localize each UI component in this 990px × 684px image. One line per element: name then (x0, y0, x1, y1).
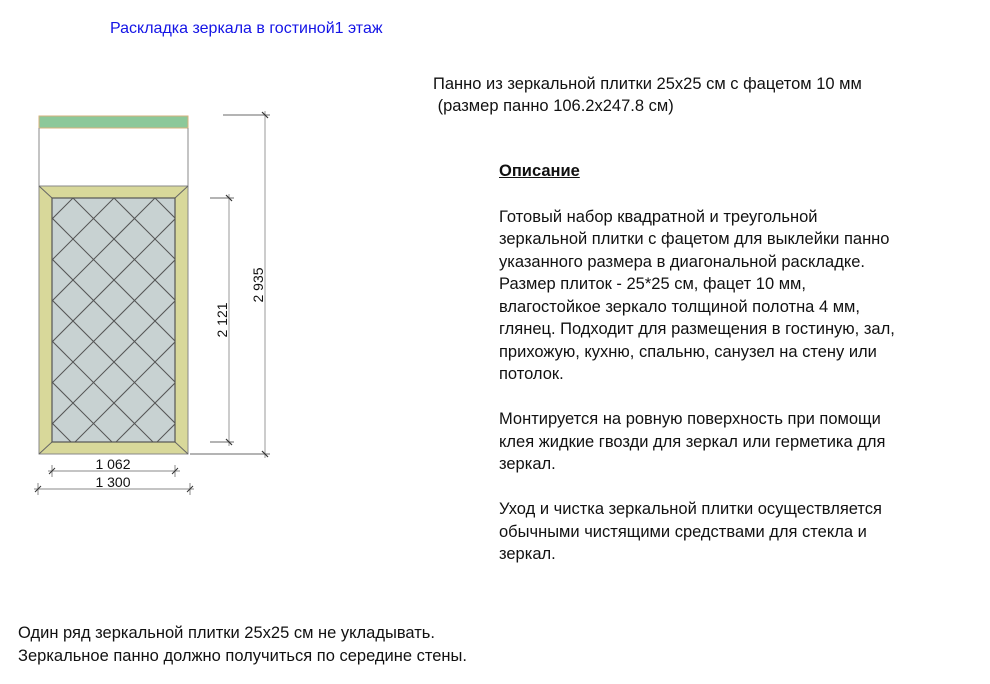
description-paragraph-3 (499, 498, 895, 566)
dim-label-panel-height: 2 121 (214, 302, 230, 338)
text-line: зеркал. (499, 545, 556, 563)
drawing-title: Раскладка зеркала в гостиной1 этаж (110, 20, 383, 37)
text-line: зеркал. (499, 455, 556, 473)
text-line: глянец. Подходит для размещения в гостиную, зал, (499, 320, 895, 338)
text-line: обычными чистящими средствами для стекла и (499, 522, 867, 541)
description-heading: Описание (499, 162, 580, 180)
note-line-2: Зеркальное панно должно получиться по середине стены. (18, 646, 467, 665)
text-line: зеркальной плитки с фацетом для выклейки панно (499, 230, 890, 248)
description-paragraph-1 (499, 206, 895, 386)
text-line: Уход и чистка зеркальной плитки осуществляется (499, 500, 882, 518)
panel-spec-line-1: Панно из зеркальной плитки 25х25 см с фацетом 10 мм (433, 75, 862, 93)
dim-label-panel-width: 1 062 (95, 456, 131, 472)
text-line: Готовый набор квадратной и треугольной (499, 207, 818, 226)
text-line: потолок. (499, 365, 564, 383)
text-line: Монтируется на ровную поверхность при помощи (499, 410, 881, 428)
ceiling-band (39, 116, 188, 128)
text-line: влагостойкое зеркало толщиной полотна 4 мм, (499, 297, 860, 316)
dim-label-wall-width: 1 300 (95, 474, 131, 490)
description-block (499, 160, 895, 588)
text-line: клея жидкие гвозди для зеркал или герметика для (499, 432, 886, 451)
panel-spec-line-2: (размер панно 106.2х247.8 см) (433, 97, 674, 115)
wall-elevation-drawing (0, 0, 300, 500)
panel-spec (433, 73, 862, 117)
text-line: указанного размера в диагональной раскладке. (499, 252, 865, 271)
text-line: Размер плиток - 25*25 см, фацет 10 мм, (499, 275, 806, 293)
dim-label-wall-height: 2 935 (250, 267, 266, 303)
note-line-1: Один ряд зеркальной плитки 25х25 см не укладывать. (18, 624, 435, 642)
description-paragraph-2 (499, 408, 895, 476)
text-line: прихожую, кухню, спальню, санузел на стену или (499, 342, 877, 361)
installation-notes (18, 622, 467, 667)
